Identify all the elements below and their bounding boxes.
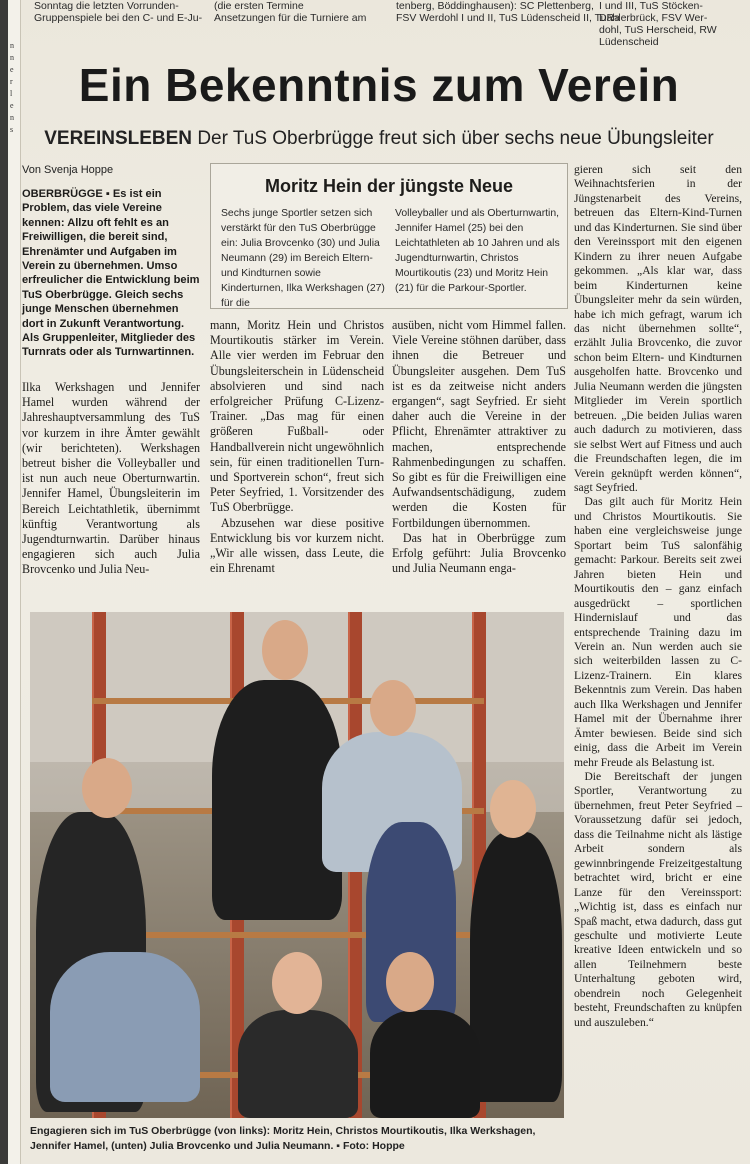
- column-4: [574, 163, 742, 1030]
- column-3-para-2: Das hat in Oberbrügge zum Erfolg geführt: Julia Brovcenko und Julia Neumann enga-: [392, 530, 566, 576]
- strip-col-1: [34, 0, 202, 24]
- column-2-para-1: mann, Moritz Hein und Christos Mourtikoutis stärker im Verein. Alle vier werden im Februar den Übungsleiterschein in Lüdenscheid absolvieren und sind nach erfolgreicher Prüfung C-Lizenz-Trainer. „Das mag für einen größeren Fußball- oder Handballverein nicht ungewöhnlich sein, für einen traditionellen Turn- und Sportverein schon“, freut sich Peter Seyfried, 1. Vorsitzender des TuS Oberbrügge.: [210, 318, 384, 515]
- group-photo: [30, 612, 564, 1118]
- edge-letter: l: [10, 89, 13, 98]
- person-head: [262, 620, 308, 680]
- info-box: [210, 163, 568, 309]
- edge-letter: e: [10, 101, 14, 110]
- edge-letter: n: [10, 53, 14, 62]
- person-head: [370, 680, 416, 736]
- person-julia-brovcenko: [238, 1010, 358, 1118]
- strip-line: dohl, TuS Herscheid, RW Lüdenscheid: [599, 24, 717, 48]
- strip-line: I und III, TuS Stöcken-Dahlerbrück, FSV Wer-: [599, 0, 708, 24]
- edge-letter: s: [10, 125, 14, 134]
- lead-paragraph: OBERBRÜGGE ▪ Es ist ein Problem, das viele Vereine kennen: Allzu oft fehlt es an Freiwilligen, die bereit sind, Ehrenämter und Aufgaben im Verein zu übernehmen. Umso erfreulicher die Entwicklung beim TuS Oberbrügge. Gleich sechs junge Menschen übernehmen dort in Zukunft Verantwortung. Als Gruppenleiter, Mitglieder des Turnrats oder als Turnwartinnen.: [22, 188, 200, 359]
- article-headline: Ein Bekenntnis zum Verein: [78, 59, 680, 111]
- column-4-para-2: Das gilt auch für Moritz Hein und Christos Mourtikoutis. Sie haben eine vergleichsweise junge Sportart beim TuS salonfähig gemacht: Parkour. Bereits seit zwei Jahren bieten Hein und Mourtikoutis den – ganz einfach ausgedrückt – sportlichen Hindernislauf und das entsprechende Training dazu im Verein an. Nun werden auch sie sich weiterbilden lassen zu C-Lizenz-Trainern. Ein klares Bekenntnis zum Verein. Das haben auch Ilka Werkshagen und Jennifer Hamel mit der Übernahme ihrer Ämter bewiesen. Beide sind sich einig, dass die Arbeit im Verein mehr Freude als Belastung ist.: [574, 495, 742, 769]
- previous-article-strip: [34, 0, 750, 48]
- column-3-para-1: ausüben, nicht vom Himmel fallen. Viele Vereine stöhnen darüber, dass ihnen die Betreuer und Übungsleiter ausgehen. Dem TuS ist es da zeitweise nicht anders ergangen“, sagt Seyfried. Er sieht daher auch die Vereine in der Pflicht, Ehrenämter attraktiver zu machen, entsprechende Rahmenbedingungen zu schaffen. So gibt es für die Freiwilligen eine Aufwandsentschädigung, zudem werden die Kosten für Fortbildungen übernommen.: [392, 318, 566, 530]
- edge-letter: n: [10, 41, 14, 50]
- strip-line: FSV Werdohl I und II, TuS Lüdenscheid II, TuRa: [396, 12, 620, 24]
- strip-col-4: [599, 0, 750, 48]
- byline: Von Svenja Hoppe: [22, 164, 114, 176]
- info-box-text-right: Volleyballer und als Oberturnwartin, Jennifer Hamel (25) bei den Leichtathleten ab 10 Jahren und als Jugendturnwartin, Christos Mourtikoutis (23) und Moritz Hein (21) für die Parkour-Sportler.: [395, 208, 560, 294]
- strip-line: Ansetzungen für die Turniere am: [214, 12, 367, 24]
- strip-line: Sonntag die letzten Vorrunden-: [34, 0, 179, 12]
- newspaper-page: [8, 0, 750, 1164]
- column-2: [210, 318, 384, 576]
- column-2-para-2: Abzusehen war diese positive Entwicklung bis vor kurzem nicht. „Wir alle wissen, dass Leute, die ein Ehrenamt: [210, 515, 384, 576]
- strip-col-2: [214, 0, 366, 24]
- person-julia-neumann: [370, 1010, 480, 1118]
- subhead-kicker: VEREINSLEBEN: [44, 128, 193, 149]
- person-jennifer-hamel: [470, 832, 562, 1102]
- strip-line: (die ersten Termine: [214, 0, 304, 12]
- person-head: [490, 780, 536, 838]
- info-box-title: Moritz Hein der jüngste Neue: [264, 176, 514, 196]
- strip-line: tenberg, Böddinghausen): SC Plettenberg,: [396, 0, 594, 12]
- photo-caption: Engagieren sich im TuS Oberbrügge (von links): Moritz Hein, Christos Mourtikoutis, Ilka Werkshagen, Jennifer Hamel, (unten) Julia Brovcenko und Julia Neumann. ▪ Foto: Hoppe: [30, 1125, 536, 1152]
- strip-line: Gruppenspiele bei den C- und E-Ju-: [34, 12, 203, 24]
- adjacent-page-edge: [8, 0, 21, 1164]
- article-subhead: [8, 128, 750, 150]
- edge-letter: n: [10, 113, 14, 122]
- edge-letter: e: [10, 65, 14, 74]
- column-4-para-1: gieren sich seit den Weihnachtsferien in der Jüngstenarbeit des Vereins, betreuen das Eltern-Kind-Turnen und das Kinderturnen. Sie sind über den Vereinssport mit den eigenen Kindern zu ihrer neuen Aufgabe gekommen. „Als klar war, dass beim Kinderturnen keine Übungsleiter mehr da sein würden, habe ich mich gefragt, warum ich das nicht übernehmen sollte“, erzählt Julia Brovcenko, die zuvor schon beim Eltern- und Kindturnen ausgeholfen hatte. Brovcenko und Julia Neumann werden die jüngsten Mitglieder im Verein sportlich betreuen. „Die beiden Julias waren auch dadurch zu motivieren, dass sie selbst Wert auf Fitness und auch die Freundschaften legen, die im Verein geknüpft werden können“, sagt Seyfried.: [574, 163, 742, 494]
- person-head: [272, 952, 322, 1014]
- person-head: [82, 758, 132, 818]
- subhead-text: Der TuS Oberbrügge freut sich über sechs neue Übungsleiter: [197, 128, 714, 149]
- column-1-text: Ilka Werkshagen und Jennifer Hamel wurden während der Jahreshauptversammlung des TuS vor kurzem in ihre Ämter gewählt (wir berichteten). Werkshagen betreut bisher die Volleyballer und ist nun auch neue Oberturnwartin. Jennifer Hamel, Übungsleiterin im Bereich Leichtathletik, übernimmt künftig Verantwortung als Jugendturnwartin. Darüber hinaus engagieren sich auch Julia Brovcenko und Julia Neu-: [22, 380, 200, 577]
- column-1: [22, 380, 200, 578]
- person-jeans: [50, 952, 200, 1102]
- person-head: [386, 952, 434, 1012]
- column-4-para-3: Die Bereitschaft der jungen Sportler, Verantwortung zu übernehmen, freut Peter Seyfried – Voraussetzung dafür sei jedoch, dass die Teilnahme nicht als lästige Arbeit sondern als gewinnbringende Freizeitgestaltung betrachtet wird, bricht er eine Lanze für den Vereinssport: „Wichtig ist, dass es einfach nur Spaß macht, etwa dadurch, dass gut geschulte und motivierte Leute kreative Ideen entwickeln und so allen Teilnehmern beste Unterhaltung geboten wird, obendrein noch Gelegenheit besteht, Freundschaften zu knüpfen und auszuleben.“: [574, 770, 742, 1029]
- column-3: [392, 318, 566, 576]
- strip-col-3: [396, 0, 620, 24]
- info-box-text-left: Sechs junge Sportler setzen sich verstärkt für den TuS Oberbrügge ein: Julia Brovcenko (30) und Julia Neumann (29) im Bereich Eltern- und Kindturnen sowie Kinderturnen, Ilka Werkshagen (27) für die: [221, 208, 385, 309]
- edge-letter: r: [10, 77, 13, 86]
